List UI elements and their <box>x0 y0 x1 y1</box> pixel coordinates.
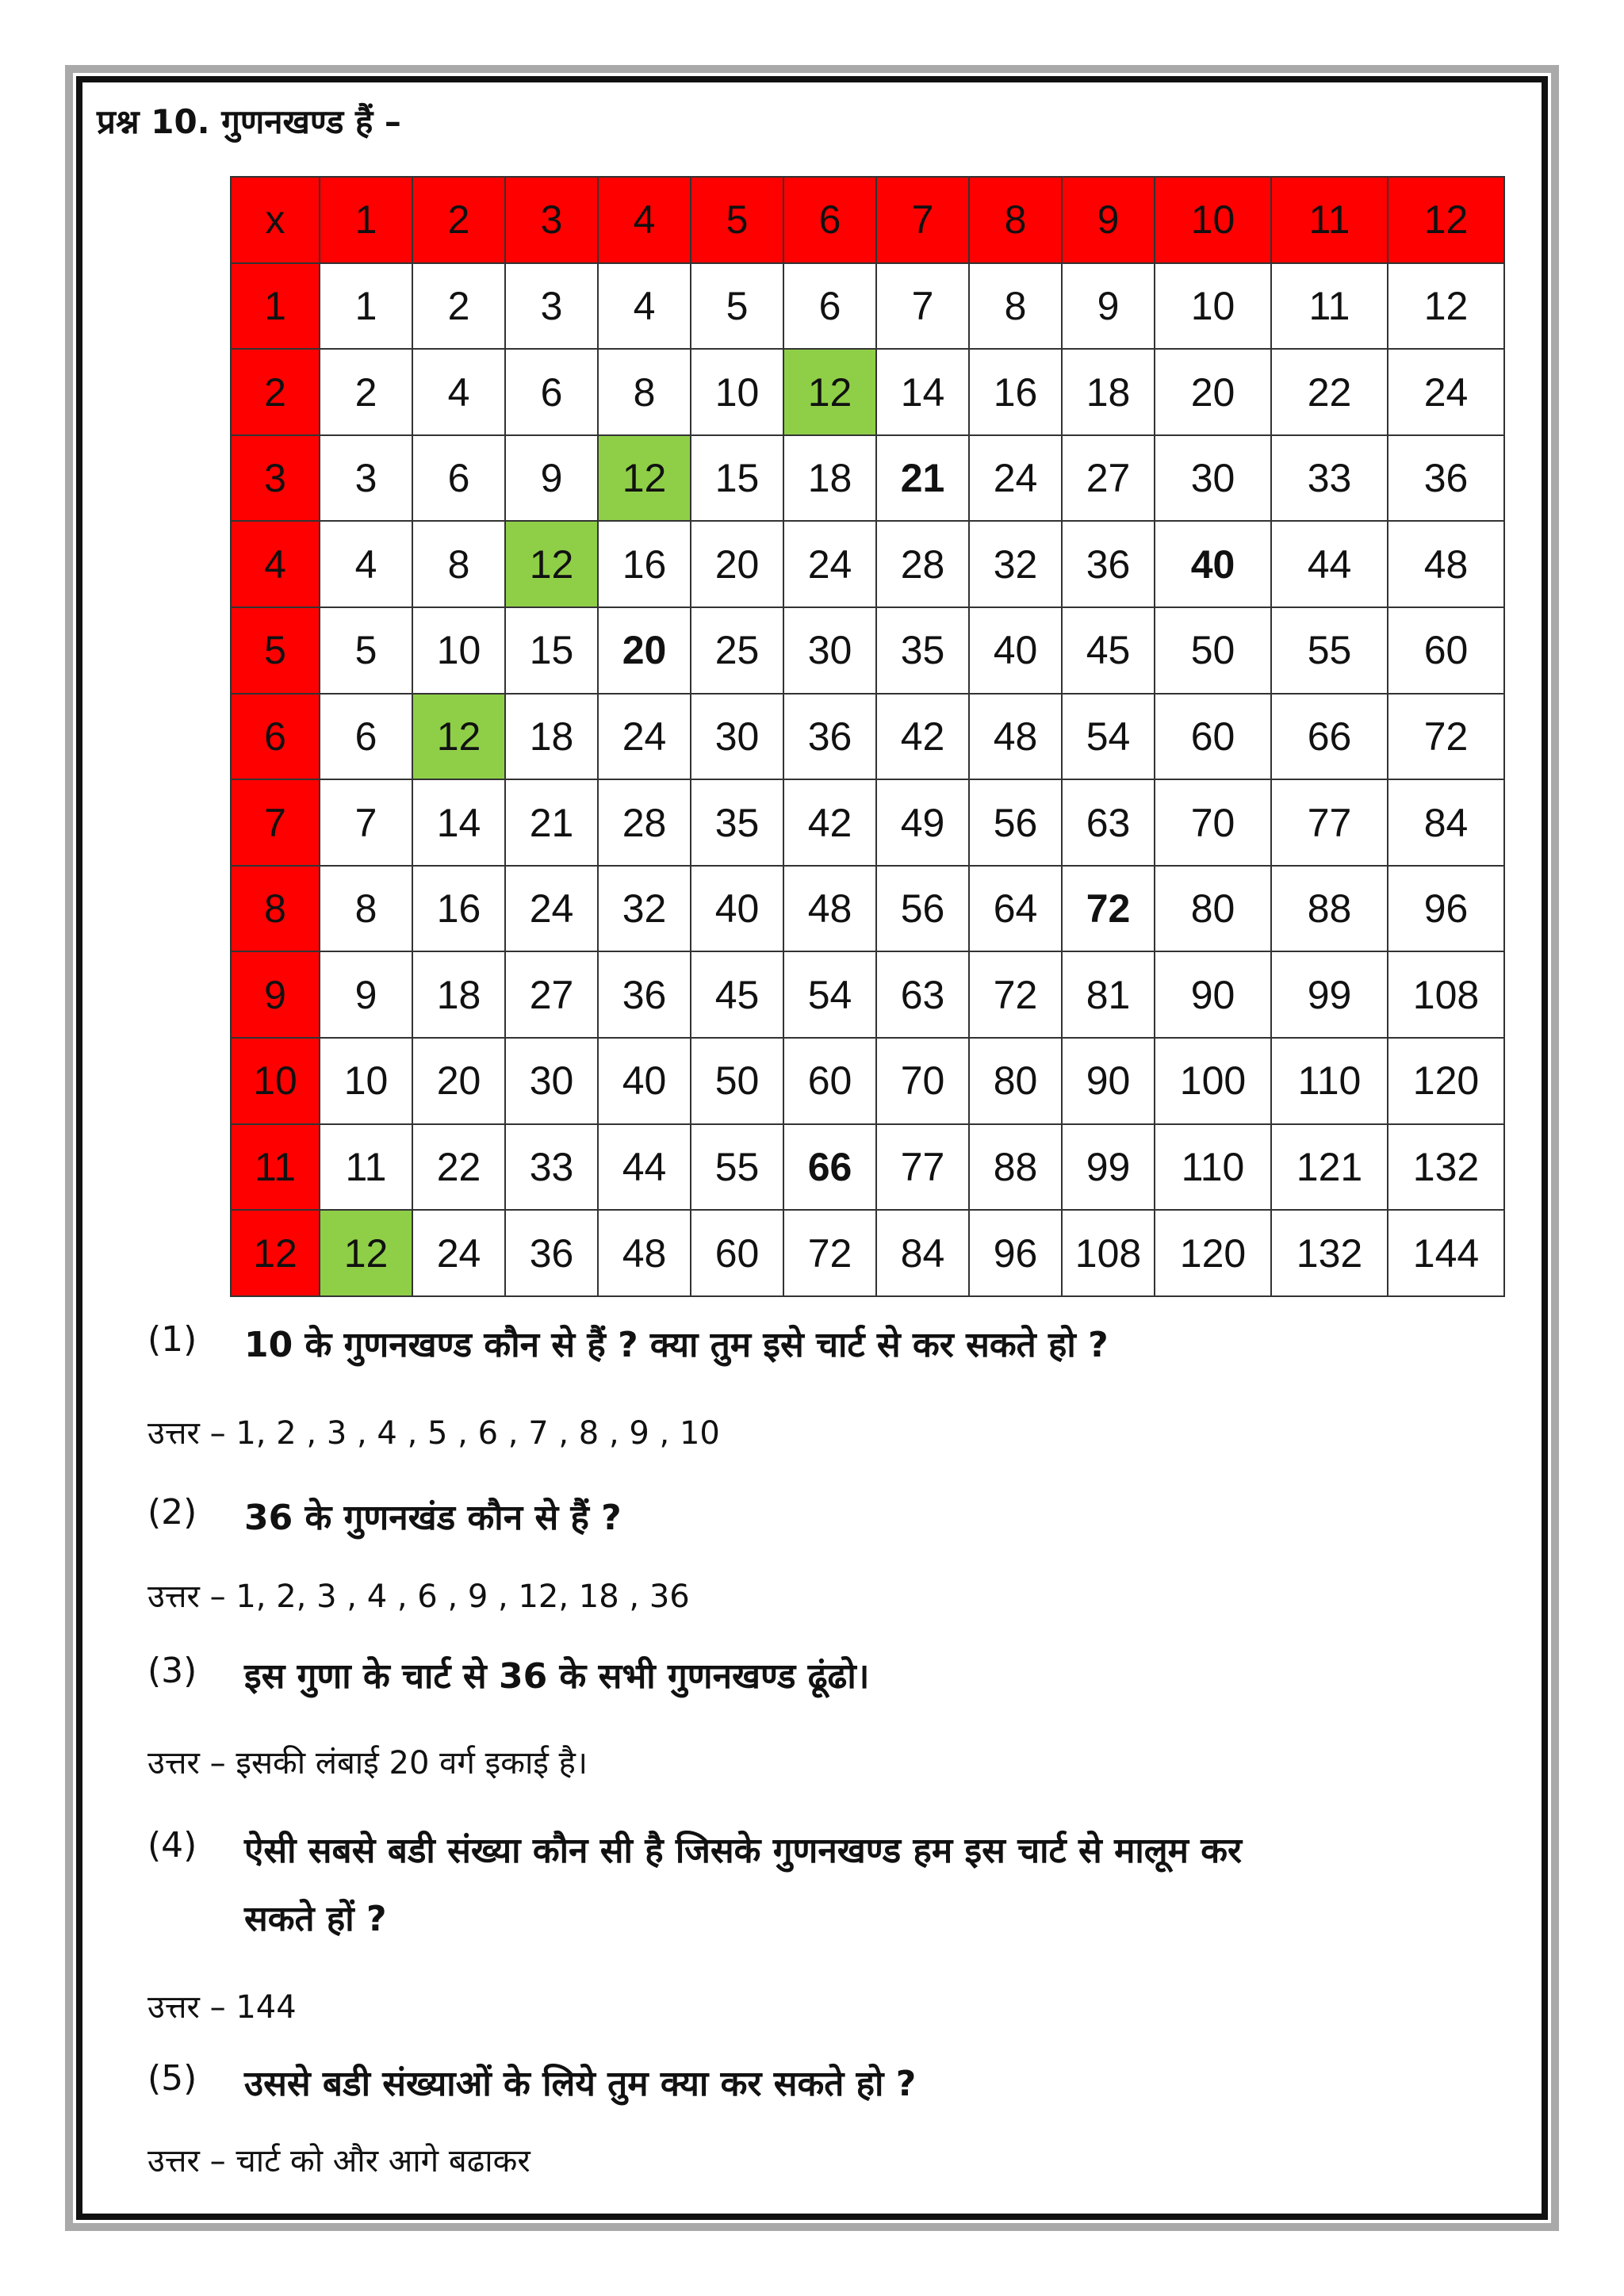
table-cell: 25 <box>691 607 783 694</box>
table-cell: 24 <box>969 435 1062 522</box>
table-cell: 60 <box>691 1210 783 1296</box>
table-cell: 60 <box>1155 694 1271 780</box>
table-row-header-cell: 10 <box>231 1038 320 1124</box>
table-cell: 3 <box>320 435 412 522</box>
table-row-header-cell: 5 <box>231 607 320 694</box>
table-cell: 4 <box>598 263 691 350</box>
table-cell: 144 <box>1388 1210 1504 1296</box>
table-cell: 64 <box>969 866 1062 952</box>
table-header-cell: 4 <box>598 177 691 263</box>
table-row-header-cell: 12 <box>231 1210 320 1296</box>
table-cell: 7 <box>876 263 969 350</box>
table-cell: 120 <box>1155 1210 1271 1296</box>
table-cell: 2 <box>320 349 412 435</box>
table-cell: 36 <box>598 951 691 1038</box>
table-cell: 12 <box>505 521 598 607</box>
table-cell: 72 <box>969 951 1062 1038</box>
table-cell: 12 <box>598 435 691 522</box>
table-cell: 27 <box>505 951 598 1038</box>
table-row-header-cell: 1 <box>231 263 320 350</box>
table-cell: 32 <box>598 866 691 952</box>
answer-3: उत्तर – इसकी लंबाई 20 वर्ग इकाई है। <box>147 1745 588 1781</box>
table-cell: 81 <box>1062 951 1155 1038</box>
table-header-cell: 7 <box>876 177 969 263</box>
table-cell: 14 <box>876 349 969 435</box>
table-cell: 24 <box>783 521 876 607</box>
table-cell: 80 <box>1155 866 1271 952</box>
table-cell: 24 <box>412 1210 505 1296</box>
table-row <box>231 866 1504 952</box>
table-cell: 15 <box>505 607 598 694</box>
table-header-cell: 5 <box>691 177 783 263</box>
table-row <box>231 951 1504 1038</box>
table-cell: 2 <box>412 263 505 350</box>
table-cell: 14 <box>412 779 505 866</box>
table-cell: 18 <box>505 694 598 780</box>
table-cell: 60 <box>1388 607 1504 694</box>
table-cell: 30 <box>691 694 783 780</box>
table-cell: 10 <box>1155 263 1271 350</box>
table-cell: 90 <box>1155 951 1271 1038</box>
question-number: (5) <box>147 2058 197 2099</box>
table-row <box>231 349 1504 435</box>
table-cell: 77 <box>876 1124 969 1211</box>
table-cell: 40 <box>598 1038 691 1124</box>
table-row-header-cell: 9 <box>231 951 320 1038</box>
table-row <box>231 694 1504 780</box>
table-cell: 99 <box>1271 951 1388 1038</box>
table-cell: 21 <box>876 435 969 522</box>
table-cell: 6 <box>320 694 412 780</box>
table-cell: 11 <box>1271 263 1388 350</box>
table-row <box>231 521 1504 607</box>
table-cell: 30 <box>1155 435 1271 522</box>
table-cell: 24 <box>598 694 691 780</box>
table-cell: 35 <box>876 607 969 694</box>
table-cell: 5 <box>320 607 412 694</box>
answer-5: उत्तर – चार्ट को और आगे बढाकर <box>147 2143 530 2179</box>
table-cell: 80 <box>969 1038 1062 1124</box>
table-cell: 4 <box>320 521 412 607</box>
table-row <box>231 779 1504 866</box>
table-row <box>231 435 1504 522</box>
table-header-cell: 12 <box>1388 177 1504 263</box>
table-cell: 6 <box>783 263 876 350</box>
table-row <box>231 1038 1504 1124</box>
table-cell: 72 <box>783 1210 876 1296</box>
table-row <box>231 607 1504 694</box>
table-cell: 56 <box>876 866 969 952</box>
table-cell: 12 <box>412 694 505 780</box>
table-cell: 40 <box>969 607 1062 694</box>
multiplication-table <box>230 176 1505 1297</box>
question-text: ऐसी सबसे बडी संख्या कौन सी है जिसके गुणनखण्ड हम इस चार्ट से मालूम कर <box>244 1831 1243 1871</box>
table-cell: 12 <box>783 349 876 435</box>
table-cell: 18 <box>412 951 505 1038</box>
table-cell: 63 <box>876 951 969 1038</box>
table-cell: 10 <box>412 607 505 694</box>
table-cell: 132 <box>1271 1210 1388 1296</box>
table-cell: 77 <box>1271 779 1388 866</box>
table-cell: 10 <box>320 1038 412 1124</box>
table-cell: 45 <box>1062 607 1155 694</box>
table-row-header-cell: 6 <box>231 694 320 780</box>
question-number: (1) <box>147 1319 197 1360</box>
table-cell: 110 <box>1155 1124 1271 1211</box>
table-cell: 10 <box>691 349 783 435</box>
table-cell: 20 <box>1155 349 1271 435</box>
table-cell: 88 <box>969 1124 1062 1211</box>
table-row-header-cell: 11 <box>231 1124 320 1211</box>
table-cell: 27 <box>1062 435 1155 522</box>
table-cell: 9 <box>1062 263 1155 350</box>
table-cell: 36 <box>1062 521 1155 607</box>
table-cell: 6 <box>412 435 505 522</box>
table-row-header-cell: 3 <box>231 435 320 522</box>
table-cell: 30 <box>783 607 876 694</box>
table-cell: 90 <box>1062 1038 1155 1124</box>
table-cell: 44 <box>598 1124 691 1211</box>
table-cell: 48 <box>598 1210 691 1296</box>
table-cell: 33 <box>505 1124 598 1211</box>
table-cell: 40 <box>691 866 783 952</box>
question-text: 36 के गुणनखंड कौन से हैं ? <box>244 1498 622 1538</box>
table-cell: 16 <box>969 349 1062 435</box>
table-cell: 96 <box>1388 866 1504 952</box>
table-cell: 16 <box>412 866 505 952</box>
table-cell: 50 <box>1155 607 1271 694</box>
table-cell: 48 <box>969 694 1062 780</box>
table-cell: 120 <box>1388 1038 1504 1124</box>
table-cell: 36 <box>783 694 876 780</box>
table-row-header-cell: 4 <box>231 521 320 607</box>
table-cell: 21 <box>505 779 598 866</box>
question-heading: प्रश्न 10. गुणनखण्ड हैं – <box>97 102 401 141</box>
table-cell: 96 <box>969 1210 1062 1296</box>
table-cell: 33 <box>1271 435 1388 522</box>
table-cell: 84 <box>1388 779 1504 866</box>
question-text: उससे बडी संख्याओं के लिये तुम क्या कर सकते हो ? <box>244 2064 917 2104</box>
table-cell: 8 <box>598 349 691 435</box>
table-cell: 60 <box>783 1038 876 1124</box>
table-cell: 44 <box>1271 521 1388 607</box>
table-cell: 55 <box>1271 607 1388 694</box>
table-cell: 12 <box>320 1210 412 1296</box>
table-cell: 22 <box>412 1124 505 1211</box>
table-cell: 22 <box>1271 349 1388 435</box>
question-number: (3) <box>147 1651 197 1691</box>
table-cell: 99 <box>1062 1124 1155 1211</box>
table-cell: 121 <box>1271 1124 1388 1211</box>
table-cell: 54 <box>783 951 876 1038</box>
table-cell: 42 <box>876 694 969 780</box>
answer-4: उत्तर – 144 <box>147 1989 297 2026</box>
table-cell: 48 <box>1388 521 1504 607</box>
table-cell: 28 <box>598 779 691 866</box>
table-cell: 20 <box>412 1038 505 1124</box>
table-cell: 100 <box>1155 1038 1271 1124</box>
table-cell: 6 <box>505 349 598 435</box>
table-cell: 84 <box>876 1210 969 1296</box>
table-cell: 28 <box>876 521 969 607</box>
table-cell: 9 <box>505 435 598 522</box>
table-cell: 20 <box>598 607 691 694</box>
table-row <box>231 1210 1504 1296</box>
table-cell: 8 <box>412 521 505 607</box>
table-cell: 18 <box>783 435 876 522</box>
table-cell: 3 <box>505 263 598 350</box>
table-cell: 42 <box>783 779 876 866</box>
question-number: (4) <box>147 1825 197 1866</box>
table-cell: 50 <box>691 1038 783 1124</box>
table-cell: 12 <box>1388 263 1504 350</box>
table-cell: 36 <box>1388 435 1504 522</box>
table-cell: 88 <box>1271 866 1388 952</box>
table-row <box>231 1124 1504 1211</box>
table-cell: 8 <box>320 866 412 952</box>
table-corner-cell: x <box>231 177 320 263</box>
table-cell: 7 <box>320 779 412 866</box>
table-cell: 16 <box>598 521 691 607</box>
table-cell: 24 <box>505 866 598 952</box>
table-cell: 110 <box>1271 1038 1388 1124</box>
table-cell: 40 <box>1155 521 1271 607</box>
table-cell: 66 <box>783 1124 876 1211</box>
table-cell: 70 <box>876 1038 969 1124</box>
table-header-cell: 11 <box>1271 177 1388 263</box>
table-cell: 48 <box>783 866 876 952</box>
table-cell: 49 <box>876 779 969 866</box>
question-text-continued: सकते हों ? <box>244 1899 387 1939</box>
table-row-header-cell: 7 <box>231 779 320 866</box>
question-text: इस गुणा के चार्ट से 36 के सभी गुणनखण्ड ढूंढो। <box>244 1656 870 1697</box>
table-cell: 32 <box>969 521 1062 607</box>
table-cell: 108 <box>1062 1210 1155 1296</box>
table-header-cell: 2 <box>412 177 505 263</box>
table-cell: 35 <box>691 779 783 866</box>
table-cell: 54 <box>1062 694 1155 780</box>
table-header-cell: 6 <box>783 177 876 263</box>
table-cell: 72 <box>1062 866 1155 952</box>
table-header-cell: 9 <box>1062 177 1155 263</box>
table-cell: 132 <box>1388 1124 1504 1211</box>
table-header-cell: 10 <box>1155 177 1271 263</box>
table-cell: 9 <box>320 951 412 1038</box>
table-row-header-cell: 8 <box>231 866 320 952</box>
table-cell: 30 <box>505 1038 598 1124</box>
table-cell: 72 <box>1388 694 1504 780</box>
table-cell: 55 <box>691 1124 783 1211</box>
table-row <box>231 263 1504 350</box>
table-row-header-cell: 2 <box>231 349 320 435</box>
answer-1: उत्तर – 1, 2 , 3 , 4 , 5 , 6 , 7 , 8 , 9 , 10 <box>147 1415 720 1452</box>
table-header-cell: 3 <box>505 177 598 263</box>
table-cell: 4 <box>412 349 505 435</box>
table-header-cell: 8 <box>969 177 1062 263</box>
table-header-row <box>231 177 1504 263</box>
table-cell: 63 <box>1062 779 1155 866</box>
table-cell: 1 <box>320 263 412 350</box>
question-text: 10 के गुणनखण्ड कौन से हैं ? क्या तुम इसे चार्ट से कर सकते हो ? <box>244 1325 1109 1365</box>
table-cell: 20 <box>691 521 783 607</box>
table-cell: 15 <box>691 435 783 522</box>
question-number: (2) <box>147 1492 197 1533</box>
table-cell: 66 <box>1271 694 1388 780</box>
table-header-cell: 1 <box>320 177 412 263</box>
table-cell: 24 <box>1388 349 1504 435</box>
table-cell: 56 <box>969 779 1062 866</box>
table-cell: 11 <box>320 1124 412 1211</box>
table-cell: 36 <box>505 1210 598 1296</box>
table-cell: 45 <box>691 951 783 1038</box>
table-cell: 70 <box>1155 779 1271 866</box>
table-cell: 18 <box>1062 349 1155 435</box>
answer-2: उत्तर – 1, 2, 3 , 4 , 6 , 9 , 12, 18 , 36 <box>147 1578 690 1615</box>
table-cell: 5 <box>691 263 783 350</box>
table-cell: 108 <box>1388 951 1504 1038</box>
table-cell: 8 <box>969 263 1062 350</box>
